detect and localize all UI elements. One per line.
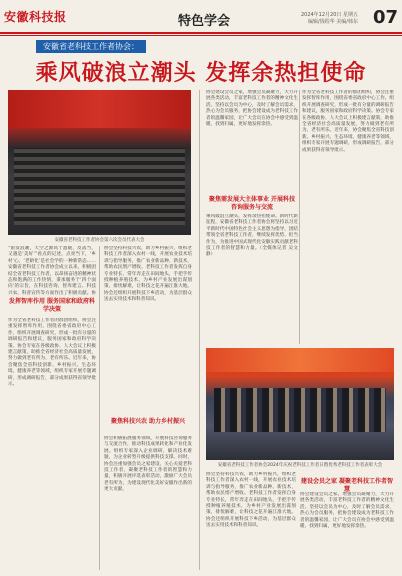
subhead-rural: 聚焦科技兴农 助力乡村振兴 <box>110 418 186 425</box>
group-of-awardees <box>214 388 386 432</box>
column-divider <box>199 90 200 570</box>
article-column: 乘风破浪立潮头，发挥余热担使命。新时代新征程，安徽省老科技工作者协会将坚持以习近平新时代中国特色社会主义思想为指导，团结带领全省老科技工作者，继续发挥优势、担当作为，为推进中国式现代化安徽实践贡献老科技工作者的智慧和力量。（全媒体记者 吴文静） <box>206 214 298 258</box>
header-rule <box>0 32 402 34</box>
article-column: 协会积极拓展服务领域，开展科技咨询服务与交流合作，推动科技成果转化和产业化发展。组织专家深入企业调研，解决技术难题，为企业转型升级提供科技支撑。同时，协会注重加强会员之家建设，关心关爱老科技工作者，凝聚老科技工作者的智慧和力量，积极开展评选表彰活动，激励广大会员老有所为，为建设现代化美好安徽作出新的更大贡献。 <box>104 436 192 493</box>
conference-photo <box>8 90 191 235</box>
masthead-logo: 安徽科技报 <box>4 10 67 24</box>
photo-caption: 安徽省老科技工作者协会2024年庆祝老科技工作者日暨优秀老科技工作者表彰大会 <box>217 463 383 468</box>
subhead-consulting: 聚焦需发展大主体事业 开展科技咨询服务与交流 <box>208 196 296 211</box>
article-column: “银发浪潮，天空之源高于盈暖，皮落当，又遇是‘美好’”看点的记述，点亮当下，‘乡村’心，‘老龄化’是社会学的一种新常态……安徽省老科技工作者协会成立以来，积极团结全省老科技工作者，以昂扬奋进的精神状态和饱满的工作热情，秉承服务于‘四个面向’的宗旨，在科技咨询、智库建言、科技兴农、科普宣传等方面作出了积极贡献。协 <box>8 246 96 296</box>
article-column: 协会坚持科技兴农，助力乡村振兴，组织老科技工作者深入农村一线，开展农业技术培训与指导服务，推广农业新品种、新技术，帮助农民增产增收。老科技工作者发挥自身专业特长，常年奔走在田间地头，手把手传授种植养殖技术，为乡村产业发展出谋划策、排忧解难，让科技之花开遍江淮大地。协会还组织开展科技下乡活动，为基层群众送去实用技术和科普知识。 <box>104 246 192 303</box>
section-title: 特色学会 <box>178 14 231 29</box>
header-rule-thin <box>0 35 402 36</box>
page-number: 07 <box>372 7 398 28</box>
subhead-member-home: 建设会员之家 凝聚老科技工作者智慧 <box>300 478 394 493</box>
date-block <box>301 12 358 26</box>
editor-credits: 编辑/钱程华 美编/韩东 <box>308 19 358 25</box>
page-header <box>0 0 402 32</box>
award-photo <box>206 348 394 460</box>
photo-caption: 安徽省老科技工作者协会第六次会员代表大会 <box>54 238 145 243</box>
column-divider <box>299 90 300 344</box>
event-banner <box>206 348 394 372</box>
column-divider <box>99 246 100 570</box>
stage-backdrop <box>8 90 191 128</box>
article-column: 作为全省老科技工作者的群团组织，协会注重发挥智库作用，围绕省委省政府中心工作，组织开展调查研究，形成一批有分量的调研报告和建议，服务国家和政府科学决策。协会专家在各级政协、人大会议上积极建言献策，助推全省经济社会高质量发展，努力做到老有所为、老有所乐。近年来，协会聚焦全省科技创新、乡村振兴、生态环境、健康养老等领域，组织专家开展专题调研，形成调研报告，部分成果获得省领导批示。 <box>302 90 394 153</box>
article-column: 作为全省老科技工作者的群团组织，协会注重发挥智库作用，围绕省委省政府中心工作，组织开展调查研究，形成一批有分量的调研报告和建议，服务国家和政府科学决策。协会专家在各级政协、人大会议上积极建言献策，助推全省经济社会高质量发展，努力做到老有所为、老有所乐。近年来，协会聚焦全省科技创新、乡村振兴、生态环境、健康养老等领域，组织专家开展专题调研，形成调研报告，部分成果获得省领导批示。 <box>8 318 96 388</box>
article-column: 协会建设会员之家，增强会员凝聚力，大力开展各类活动，丰富老科技工作者的精神文化生活。坚持以会员为中心，及时了解会员需求，热心为会员服务，把协会建设成为老科技工作者的温馨家园，让广大会员在协会中感受到温暖、找到归属，更好地发挥余热。 <box>206 90 298 128</box>
article-column: 协会坚持科技兴农，助力乡村振兴，组织老科技工作者深入农村一线，开展农业技术培训与指导服务，推广农业新品种、新技术，帮助农民增产增收。老科技工作者发挥自身专业特长，常年奔走在田间地头，手把手传授种植养殖技术，为乡村产业发展出谋划策、排忧解难，让科技之花开遍江淮大地。协会还组织开展科技下乡活动，为基层群众送去实用技术和科普知识。 <box>206 472 296 529</box>
article-column: 协会建设会员之家，增强会员凝聚力，大力开展各类活动，丰富老科技工作者的精神文化生活。坚持以会员为中心，及时了解会员需求，热心为会员服务，把协会建设成为老科技工作者的温馨家园，让广大会员在协会中感受到温暖、找到归属，更好地发挥余热。 <box>300 492 394 530</box>
headline: 乘风破浪立潮头 发挥余热担使命 <box>35 61 367 86</box>
issue-date: 2024年12月20日 星期五 <box>300 12 358 18</box>
audience-rows <box>14 148 185 225</box>
subhead-think-tank: 发挥智库作用 服务国家和政府科学决策 <box>8 298 96 313</box>
kicker-banner: 安徽省老科技工作者协会： <box>36 40 146 53</box>
